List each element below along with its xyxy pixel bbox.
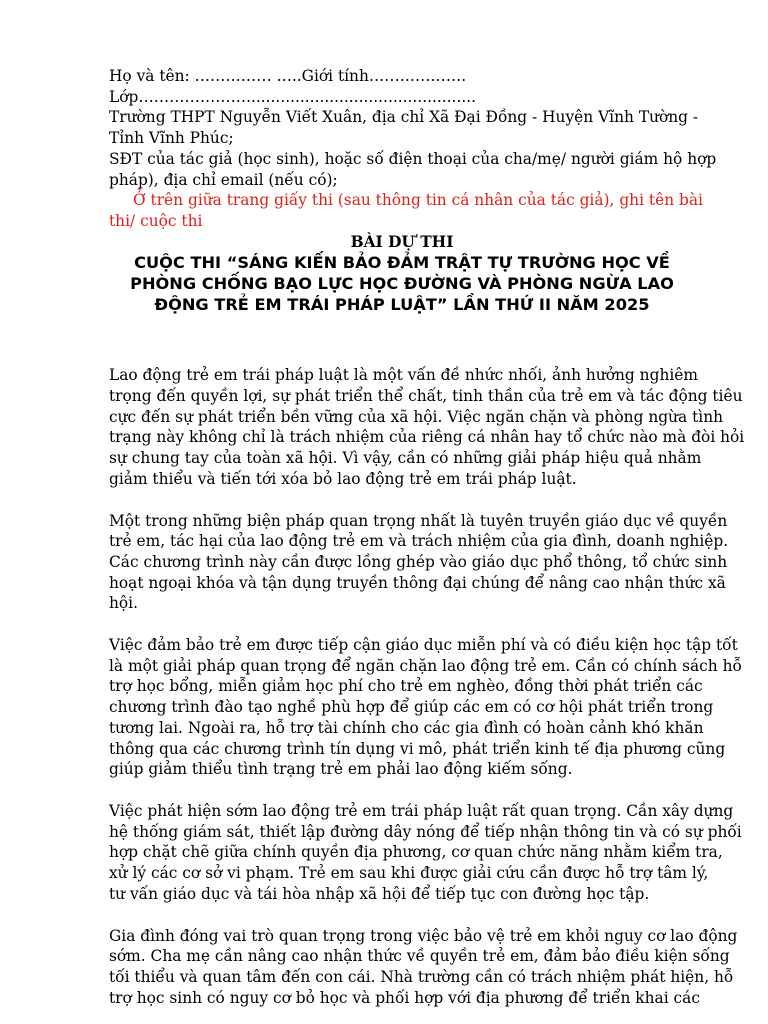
paragraph-line: Việc phát hiện sớm lao động trẻ em trái pháp luật rất quan trọng. Cần xây dựng [109,801,734,820]
paragraph-4 [109,801,742,905]
paragraph-line: tối thiểu và quan tâm đến con cái. Nhà trường cần có trách nhiệm phát hiện, hỗ [109,967,734,986]
paragraph-line: giúp giảm thiểu tình trạng trẻ em phải lao động kiếm sống. [109,760,573,779]
paragraph-line: sớm. Cha mẹ cần nâng cao nhận thức về quyền trẻ em, đảm bảo điều kiện sống [109,947,730,966]
contest-title-line-1: CUỘC THI “SÁNG KIẾN BẢO ĐẢM TRẬT TỰ TRƯỜNG HỌC VỀ [134,253,670,273]
paragraph-line: tư vấn giáo dục và tái hòa nhập xã hội để tiếp tục con đường học tập. [109,884,650,903]
contest-title [109,252,695,315]
paragraph-line: Các chương trình này cần được lồng ghép vào giáo dục phổ thông, tổ chức sinh [109,552,728,571]
paragraph-line: xử lý các cơ sở vi phạm. Trẻ em sau khi được giải cứu cần được hỗ trợ tâm lý, [109,864,709,883]
school-address-line-1: Trường THPT Nguyễn Viết Xuân, địa chỉ Xã Đại Đồng - Huyện Vĩnh Tường - [109,108,699,127]
paragraph-line: giảm thiểu và tiến tới xóa bỏ lao động trẻ em trái pháp luật. [109,469,577,488]
paragraph-line: Gia đình đóng vai trò quan trọng trong việc bảo vệ trẻ em khỏi nguy cơ lao động [109,926,738,945]
paragraph-line: trạng này không chỉ là trách nhiệm của riêng cá nhân hay tổ chức nào mà đòi hỏi [109,428,745,447]
paragraph-line: sự chung tay của toàn xã hội. Vì vậy, cần có những giải pháp hiệu quả nhằm [109,449,702,468]
phone-line-2: pháp), địa chỉ email (nếu có); [109,170,338,189]
instruction-note-line-1: Ở trên giữa trang giấy thi (sau thông tin cá nhân của tác giả), ghi tên bài [133,191,703,210]
paragraph-line: chương trình đào tạo nghề phù hợp để giúp các em có cơ hội phát triển trong [109,698,714,717]
paragraph-1 [109,365,745,489]
paragraph-line: Một trong những biện pháp quan trọng nhất là tuyên truyền giáo dục về quyền [109,511,728,530]
paragraph-line: thông qua các chương trình tín dụng vi mô, phát triển kinh tế địa phương cũng [109,739,726,758]
paragraph-line: hoạt ngoại khóa và tận dụng truyền thông đại chúng để nâng cao nhận thức xã [109,573,726,592]
contest-title-line-3: ĐỘNG TRẺ EM TRÁI PHÁP LUẬT” LẦN THỨ II NĂM 2025 [154,295,650,315]
paragraph-2 [109,511,729,615]
paragraph-line: trẻ em, tác hại của lao động trẻ em và trách nhiệm của gia đình, doanh nghiệp. [109,532,729,551]
contest-title-line-2: PHÒNG CHỐNG BẠO LỰC HỌC ĐƯỜNG VÀ PHÒNG NGỪA LAO [130,274,674,294]
entry-label: BÀI DỰ THI [350,232,454,251]
paragraph-line: hợp chặt chẽ giữa chính quyền địa phương, cơ quan chức năng nhằm kiểm tra, [109,843,723,862]
name-gender-line: Họ và tên: …………… …..Giới tính………………. [109,67,467,85]
paragraph-line: cực đến sự phát triển bền vững của xã hội. Việc ngăn chặn và phòng ngừa tình [109,407,724,426]
instruction-note-line-2: thi/ cuộc thi [109,211,203,230]
paragraph-line: hệ thống giám sát, thiết lập đường dây nóng để tiếp nhận thông tin và có sự phối [109,822,742,841]
paragraph-line: Việc đảm bảo trẻ em được tiếp cận giáo dục miễn phí và có điều kiện học tập tốt [109,636,738,655]
class-line: Lớp…………………............................................... [109,87,477,106]
paragraph-line: Lao động trẻ em trái pháp luật là một vấn đề nhức nhối, ảnh hưởng nghiêm [109,366,698,385]
paragraph-5 [109,926,738,1009]
paragraph-line: tương lai. Ngoài ra, hỗ trợ tài chính cho các gia đình có hoàn cảnh khó khăn [109,718,704,737]
paragraph-3 [109,635,742,780]
paragraph-line: hội. [109,594,138,613]
document-page [109,66,745,1008]
paragraph-line: trợ học sinh có nguy cơ bỏ học và phối hợp với địa phương để triển khai các [109,988,700,1007]
paragraph-line: là một giải pháp quan trọng để ngăn chặn lao động trẻ em. Cần có chính sách hỗ [109,656,742,675]
paragraph-line: trọng đến quyền lợi, sự phát triển thể chất, tinh thần của trẻ em và tác động tiêu [109,387,743,406]
school-address-line-2: Tỉnh Vĩnh Phúc; [109,129,234,148]
phone-line-1: SĐT của tác giả (học sinh), hoặc số điện thoại của cha/mẹ/ người giám hộ hợp [109,149,717,168]
paragraph-line: trợ học bổng, miễn giảm học phí cho trẻ em nghèo, đồng thời phát triển các [109,677,703,696]
